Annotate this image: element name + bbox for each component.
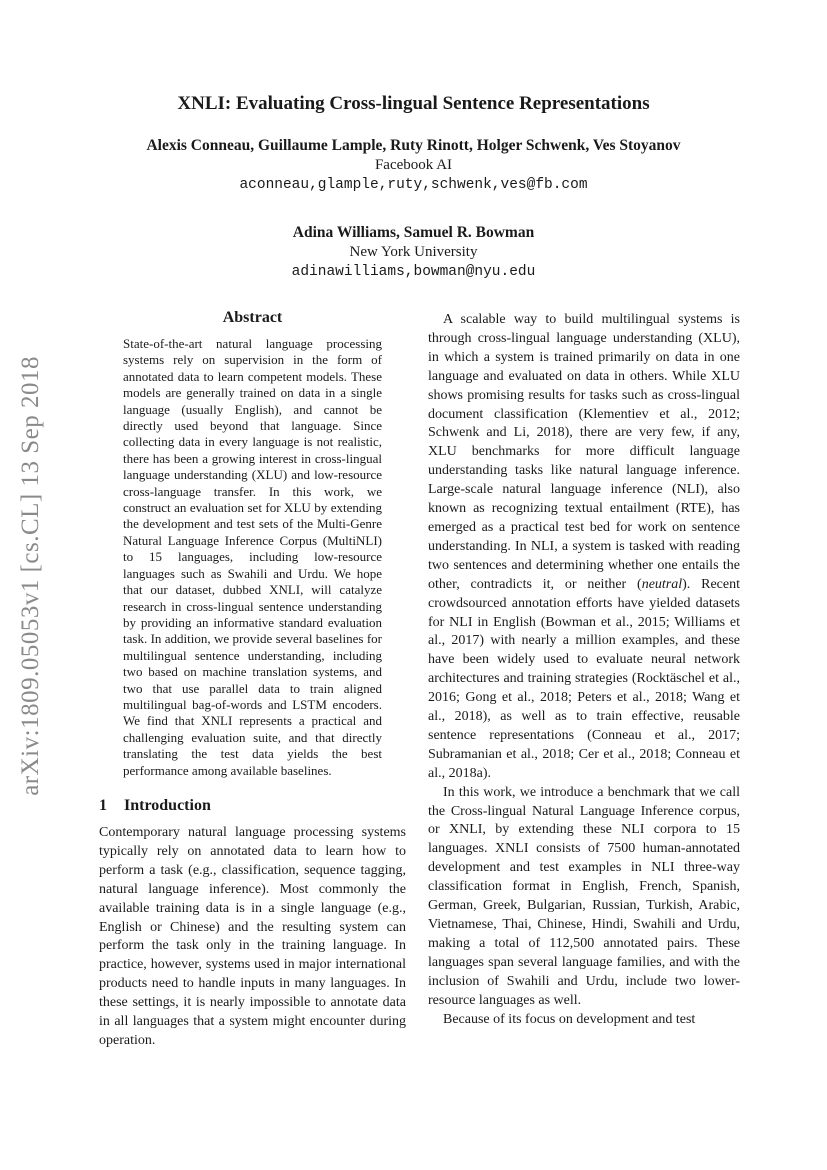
- section-number: 1: [99, 796, 107, 814]
- author-email: adinawilliams,bowman@nyu.edu: [291, 264, 536, 280]
- body-paragraph: In this work, we introduce a benchmark that we call the Cross-lingual Natural Language Inference corpus, or XNLI, by extending these NLI corpora to 15 languages. XNLI consists of 7500 human-annotated development and test examples in NLI three-way classification format in English, French, Spanish, German, Greek, Bulgarian, Russian, Turkish, Arabic, Vietnamese, Thai, Chinese, Hindi, Swahili and Urdu, making a total of 112,500 annotated pairs. These languages span several language families, and with the inclusion of Swahili and Urdu, include two lower-resource languages as well.: [428, 784, 740, 1008]
- author-affiliation: New York University: [349, 244, 478, 260]
- paper-title: XNLI: Evaluating Cross-lingual Sentence Representations: [177, 93, 650, 114]
- left-column: [99, 308, 406, 1051]
- paper-header: [0, 92, 827, 283]
- body-paragraph: [428, 311, 740, 784]
- paragraph-text: A scalable way to build multilingual systems is through cross-lingual language understanding (XLU), in which a system is trained primarily on data in one language and evaluated on data in others. While XLU shows promising results for tasks such as cross-lingual document classification (Klementiev et al., 2012; Schwenk and Li, 2018), there are very few, if any, XLU benchmarks for more difficult language understanding tasks like natural language inference. Large-scale natural language inference (NLI), also known as recognizing textual entailment (RTE), has emerged as a practical test bed for work on sentence understanding. In NLI, a system is tasked with reading two sentences and determining whether one entails the other, contradicts it, or neither (: [428, 312, 740, 592]
- author-names: Adina Williams, Samuel R. Bowman: [292, 224, 535, 241]
- body-paragraph: Because of its focus on development and test: [443, 1011, 696, 1027]
- abstract-text: State-of-the-art natural language processing systems rely on supervision in the form of annotated data to learn competent models. These models are generally trained on data in a single language (usually English), and cannot be directly used beyond that language. Since collecting data in every language is not realistic, there has been a growing interest in cross-lingual language understanding (XLU) and low-resource cross-language transfer. In this work, we construct an evaluation set for XLU by extending the development and test sets of the Multi-Genre Natural Language Inference Corpus (MultiNLI) to 15 languages, including low-resource languages such as Swahili and Urdu. We hope that our dataset, dubbed XNLI, will catalyze research in cross-lingual sentence understanding by providing an informative standard evaluation task. In addition, we provide several baselines for multilingual sentence understanding, including two based on machine translation systems, and two that use parallel data to train aligned multilingual bag-of-words and LSTM encoders. We find that XNLI represents a practical and challenging evaluation suite, and that directly translating the test data yields the best performance among available baselines.: [123, 336, 382, 778]
- author-group-nyu: [0, 223, 827, 283]
- author-affiliation: Facebook AI: [374, 157, 453, 173]
- section-title: Introduction: [124, 796, 211, 814]
- right-column: [428, 311, 740, 1029]
- author-names: Alexis Conneau, Guillaume Lample, Ruty Rinott, Holger Schwenk, Ves Stoyanov: [146, 137, 681, 154]
- author-email: aconneau,glample,ruty,schwenk,ves@fb.com: [239, 177, 588, 193]
- section-heading-introduction: [99, 795, 406, 816]
- italic-term-neutral: neutral: [641, 576, 683, 592]
- paragraph-text: ). Recent crowdsourced annotation efforts have yielded datasets for NLI in English (Bowman et al., 2015; Williams et al., 2017) with nearly a million examples, and these have been widely used to evaluate neural network architectures and training strategies (Rocktäschel et al., 2016; Gong et al., 2018; Peters et al., 2018; Wang et al., 2018), as well as to train effective, reusable sentence representations (Conneau et al., 2017; Subramanian et al., 2018; Cer et al., 2018; Conneau et al., 2018a).: [428, 576, 740, 781]
- introduction-paragraph: Contemporary natural language processing systems typically rely on annotated data to learn how to perform a task (e.g., classification, sequence tagging, natural language inference). Most commonly the available training data is in a single language (e.g., English or Chinese) and the resulting system can perform the task only in the training language. In practice, however, systems used in major international products need to handle inputs in many languages. In these settings, it is nearly impossible to annotate data in all languages that a system might encounter during operation.: [99, 824, 406, 1048]
- author-group-facebook: [0, 136, 827, 196]
- abstract-heading: Abstract: [222, 309, 283, 326]
- arxiv-watermark: arXiv:1809.05053v1 [cs.CL] 13 Sep 2018: [17, 356, 44, 796]
